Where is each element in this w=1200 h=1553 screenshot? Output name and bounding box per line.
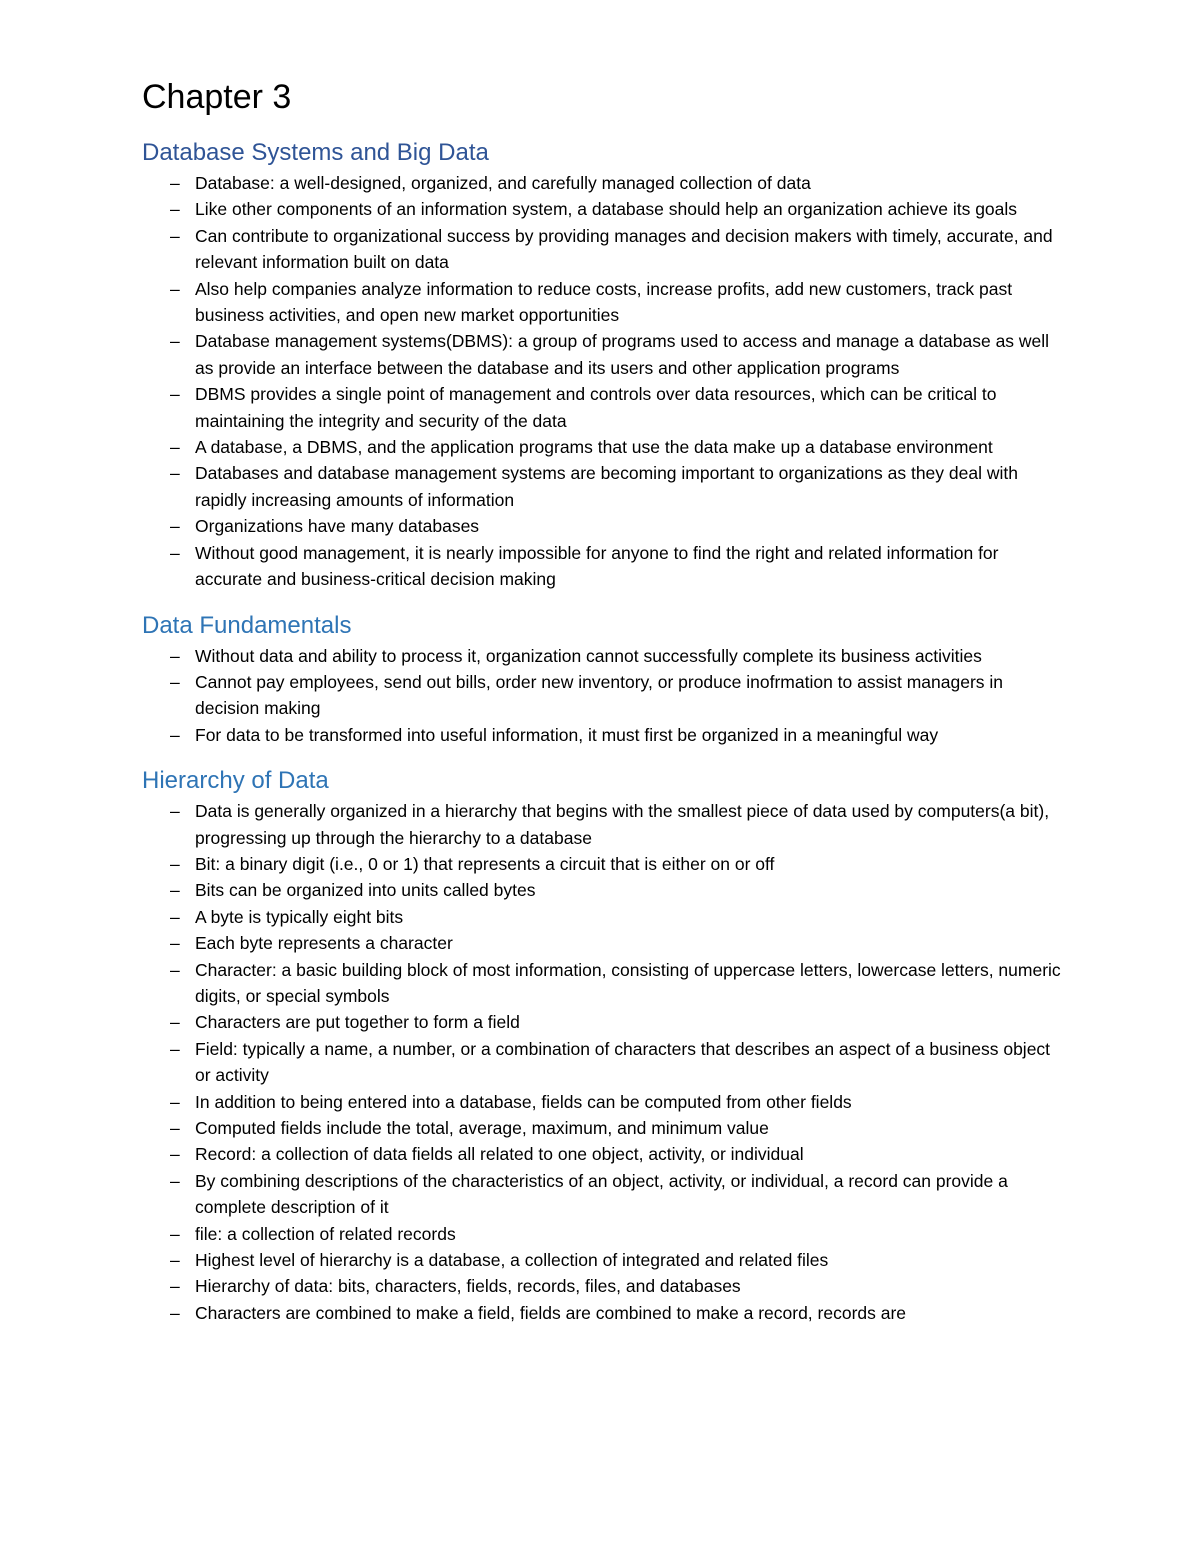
section-hierarchy-of-data: [142, 766, 1062, 1326]
list-item: [142, 1168, 1062, 1221]
bullet-dash: –: [170, 225, 180, 246]
section-database-systems: [142, 138, 1062, 593]
list-item-text: Organizations have many databases: [195, 516, 480, 537]
section-heading: Data Fundamentals: [142, 611, 352, 639]
list-item: [142, 328, 1062, 381]
bullet-dash: –: [170, 1038, 180, 1059]
section-heading: Hierarchy of Data: [142, 767, 329, 795]
list-item-text: Cannot pay employees, send out bills, order new inventory, or produce inofrmation to assist managers in decision making: [195, 671, 1004, 719]
list-item-text: Without good management, it is nearly impossible for anyone to find the right and related information for accurate and business-critical decision making: [195, 542, 999, 590]
bullet-list: [142, 798, 1062, 1326]
list-item: [142, 669, 1062, 722]
page-title: Chapter 3: [142, 78, 292, 116]
list-item: [142, 1273, 1062, 1299]
bullet-list: [142, 170, 1062, 593]
list-item-text: Computed fields include the total, average, maximum, and minimum value: [195, 1118, 769, 1138]
bullet-dash: –: [170, 1091, 180, 1112]
list-item: [142, 1009, 1062, 1035]
bullet-dash: –: [170, 516, 180, 537]
section-data-fundamentals: [142, 611, 1062, 749]
list-item-text: Bit: a binary digit (i.e., 0 or 1) that represents a circuit that is either on or off: [195, 853, 775, 874]
list-item: [142, 1300, 1062, 1326]
list-item-text: Hierarchy of data: bits, characters, fields, records, files, and databases: [195, 1276, 741, 1297]
list-item: [142, 276, 1062, 329]
list-item-text: In addition to being entered into a database, fields can be computed from other fields: [195, 1091, 852, 1112]
list-item: [142, 434, 1062, 460]
list-item: [142, 877, 1062, 903]
list-item: [142, 1247, 1062, 1273]
bullet-dash: –: [170, 542, 180, 563]
bullet-dash: –: [170, 331, 180, 352]
bullet-dash: –: [170, 1170, 180, 1191]
list-item: [142, 851, 1062, 877]
list-item: [142, 1221, 1062, 1247]
list-item-text: Database management systems(DBMS): a group of programs used to access and manage a database as well as provide an interface between the database and its users and other application programs: [195, 331, 1050, 378]
bullet-dash: –: [170, 1144, 180, 1165]
list-item-text: Database: a well-designed, organized, and carefully managed collection of data: [195, 173, 811, 193]
bullet-dash: –: [170, 959, 180, 980]
list-item: [142, 196, 1062, 222]
list-item: [142, 223, 1062, 276]
list-item: [142, 1036, 1062, 1089]
bullet-dash: –: [170, 906, 180, 927]
list-item-text: A database, a DBMS, and the application programs that use the data make up a database environment: [195, 437, 993, 458]
list-item-text: Character: a basic building block of most information, consisting of uppercase letters, lowercase letters, numeric digits, or special symbols: [195, 959, 1061, 1006]
list-item-text: Record: a collection of data fields all related to one object, activity, or individual: [195, 1144, 804, 1165]
bullet-dash: –: [170, 853, 180, 874]
bullet-dash: –: [170, 1250, 180, 1271]
bullet-dash: –: [170, 463, 180, 484]
list-item: [142, 460, 1062, 513]
list-item: [142, 930, 1062, 956]
bullet-dash: –: [170, 384, 180, 405]
bullet-dash: –: [170, 645, 180, 666]
list-item-text: file: a collection of related records: [195, 1223, 456, 1244]
bullet-dash: –: [170, 1118, 180, 1138]
bullet-dash: –: [170, 1223, 180, 1244]
list-item-text: Characters are put together to form a field: [195, 1012, 520, 1033]
list-item-text: DBMS provides a single point of management and controls over data resources, which can be critical to maintaining the integrity and security of the data: [195, 384, 997, 431]
bullet-dash: –: [170, 1302, 180, 1323]
list-item-text: Data is generally organized in a hierarchy that begins with the smallest piece of data used by computers(a bit), progressing up through the hierarchy to a database: [195, 801, 1050, 848]
document-body: [142, 74, 1062, 1344]
bullet-dash: –: [170, 801, 180, 822]
list-item: [142, 513, 1062, 539]
list-item-text: Can contribute to organizational success by providing manages and decision makers with timely, accurate, and relevant information built on data: [195, 225, 1053, 273]
list-item-text: Highest level of hierarchy is a database, a collection of integrated and related files: [195, 1250, 829, 1271]
list-item: [142, 1089, 1062, 1115]
list-item: [142, 904, 1062, 930]
bullet-dash: –: [170, 437, 180, 458]
list-item: [142, 643, 1062, 669]
list-item-text: By combining descriptions of the characteristics of an object, activity, or individual, a record can provide a complete description of it: [195, 1170, 1008, 1218]
bullet-dash: –: [170, 933, 180, 954]
list-item-text: Databases and database management systems are becoming important to organizations as they deal with rapidly increasing amounts of information: [195, 463, 1018, 510]
bullet-dash: –: [170, 671, 180, 692]
list-item-text: Also help companies analyze information to reduce costs, increase profits, add new customers, track past business activities, and open new market opportunities: [195, 278, 1013, 326]
list-item: [142, 1141, 1062, 1167]
list-item-text: Each byte represents a character: [195, 933, 453, 954]
bullet-dash: –: [170, 1276, 180, 1297]
list-item: [142, 1115, 1062, 1141]
list-item: [142, 540, 1062, 593]
bullet-dash: –: [170, 880, 180, 901]
list-item-text: For data to be transformed into useful information, it must first be organized in a meaningful way: [195, 724, 939, 745]
list-item-text: Characters are combined to make a field, fields are combined to make a record, records are: [195, 1302, 907, 1323]
list-item: [142, 722, 1062, 748]
list-item: [142, 381, 1062, 434]
bullet-dash: –: [170, 724, 180, 745]
list-item-text: Without data and ability to process it, organization cannot successfully complete its business activities: [195, 645, 982, 666]
list-item-text: Field: typically a name, a number, or a combination of characters that describes an aspect of a business object or activity: [195, 1038, 1051, 1086]
list-item: [142, 957, 1062, 1010]
section-heading: Database Systems and Big Data: [142, 139, 489, 166]
list-item: [142, 170, 1062, 196]
bullet-dash: –: [170, 1012, 180, 1033]
bullet-dash: –: [170, 173, 180, 193]
bullet-list: [142, 643, 1062, 749]
list-item: [142, 798, 1062, 851]
list-item-text: A byte is typically eight bits: [195, 906, 404, 927]
list-item-text: Like other components of an information system, a database should help an organization achieve its goals: [195, 199, 1018, 220]
bullet-dash: –: [170, 199, 180, 220]
bullet-dash: –: [170, 278, 180, 299]
list-item-text: Bits can be organized into units called bytes: [195, 880, 536, 901]
